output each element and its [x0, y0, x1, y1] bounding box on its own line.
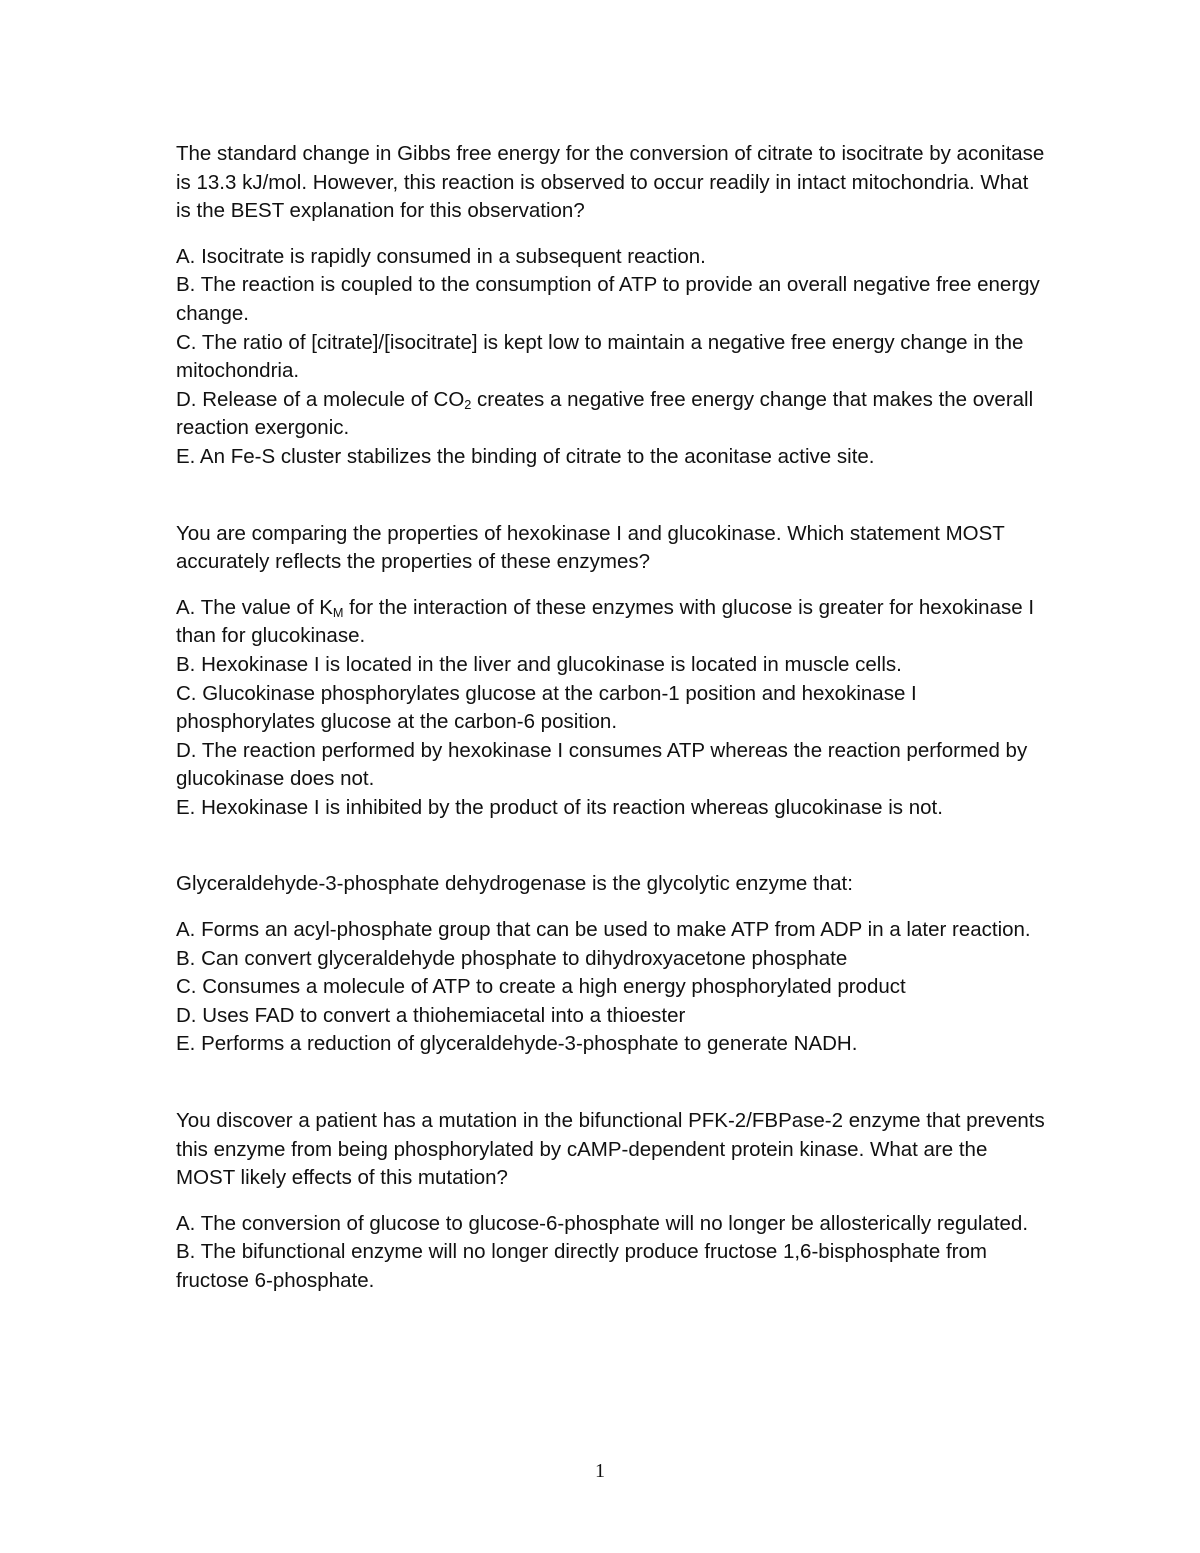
question-1: [176, 140, 1046, 472]
question-1-option-d: [176, 386, 1046, 443]
question-1-options: [176, 243, 1046, 472]
question-4-option-b: B. The bifunctional enzyme will no longer directly produce fructose 1,6-bisphosphate from fructose 6-phosphate.: [176, 1240, 987, 1292]
question-4-option-a: A. The conversion of glucose to glucose-6-phosphate will no longer be allosterically regulated.: [176, 1211, 1029, 1235]
question-2-option-e: E. Hexokinase I is inhibited by the product of its reaction whereas glucokinase is not.: [176, 795, 943, 819]
question-3: [176, 870, 1046, 1059]
question-2-options: [176, 594, 1046, 823]
page-content: [176, 140, 1046, 1296]
question-1-option-a: A. Isocitrate is rapidly consumed in a subsequent reaction.: [176, 244, 706, 268]
km-subscript: M: [332, 604, 344, 620]
question-2-option-a-text-cont: for the interaction of these enzymes with glucose is greater for hexokinase I than for glucokinase.: [176, 595, 1035, 648]
question-3-option-a: A. Forms an acyl-phosphate group that can be used to make ATP from ADP in a later reaction.: [176, 918, 1031, 942]
question-4-stem: You discover a patient has a mutation in the bifunctional PFK-2/FBPase-2 enzyme that prevents this enzyme from being phosphorylated by cAMP-dependent protein kinase. What are the MOST likely effects of this mutation?: [176, 1109, 1045, 1190]
question-2-option-d: D. The reaction performed by hexokinase I consumes ATP whereas the reaction performed by glucokinase does not.: [176, 738, 1028, 791]
question-4-options: [176, 1210, 1046, 1296]
question-2-option-c: C. Glucokinase phosphorylates glucose at the carbon-1 position and hexokinase I phosphorylates glucose at the carbon-6 position.: [176, 681, 917, 734]
question-2-stem: You are comparing the properties of hexokinase I and glucokinase. Which statement MOST accurately reflects the properties of these enzymes?: [176, 521, 1005, 574]
question-3-option-e: E. Performs a reduction of glyceraldehyde-3-phosphate to generate NADH.: [176, 1032, 858, 1056]
page-number: 1: [595, 1460, 605, 1482]
question-3-options: [176, 916, 1046, 1059]
question-3-stem: Glyceraldehyde-3-phosphate dehydrogenase is the glycolytic enzyme that:: [176, 872, 853, 896]
question-3-option-b: B. Can convert glyceraldehyde phosphate to dihydroxyacetone phosphate: [176, 946, 848, 970]
question-3-option-c: C. Consumes a molecule of ATP to create a high energy phosphorylated product: [176, 975, 906, 999]
question-2-option-a-text: A. The value of K: [176, 595, 333, 619]
question-3-option-d: D. Uses FAD to convert a thiohemiacetal into a thioester: [176, 1003, 686, 1027]
question-1-option-e: E. An Fe-S cluster stabilizes the binding of citrate to the aconitase active site.: [176, 444, 875, 468]
question-1-stem: The standard change in Gibbs free energy for the conversion of citrate to isocitrate by aconitase is 13.3 kJ/mol. However, this reaction is observed to occur readily in intact mitochondria. What is the BEST explanation for this observation?: [176, 142, 1045, 223]
question-4: [176, 1107, 1046, 1296]
co2-subscript: 2: [464, 396, 472, 412]
question-1-option-c: C. The ratio of [citrate]/[isocitrate] is kept low to maintain a negative free energy change in the mitochondria.: [176, 330, 1024, 383]
question-2-option-b: B. Hexokinase I is located in the liver and glucokinase is located in muscle cells.: [176, 652, 902, 676]
question-2: [176, 520, 1046, 823]
question-1-option-d-text-cont: creates a negative free energy change that makes the overall reaction exergonic.: [176, 387, 1034, 440]
question-1-option-d-text: D. Release of a molecule of CO: [176, 387, 465, 411]
question-1-option-b: B. The reaction is coupled to the consumption of ATP to provide an overall negative free energy change.: [176, 273, 1040, 325]
question-2-option-a: [176, 594, 1046, 651]
